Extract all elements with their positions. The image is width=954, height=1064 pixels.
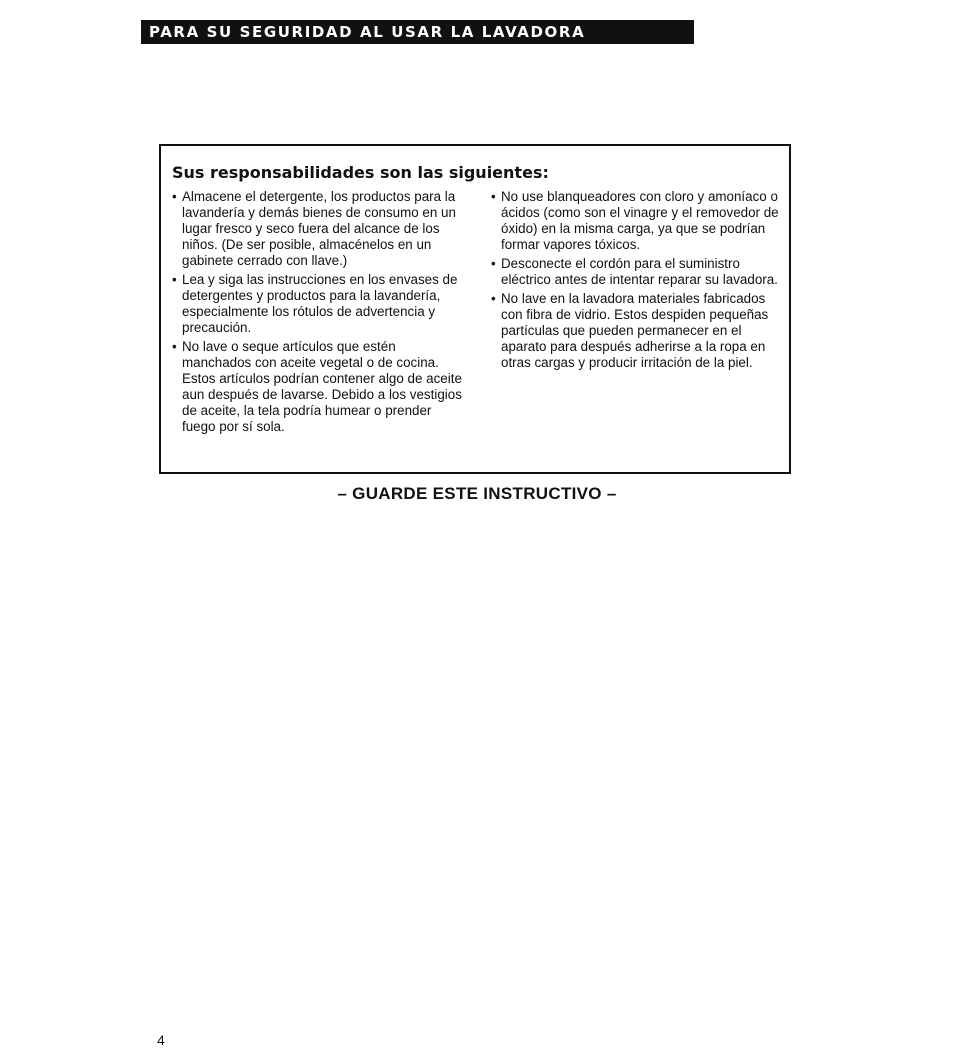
- responsibilities-box: [159, 144, 791, 474]
- page-number: 4: [157, 1032, 165, 1048]
- list-item-text: Almacene el detergente, los productos para la lavandería y demás bienes de consumo en un lugar fresco y seco fuera del alcance de los niños. (De ser posible, almacénelos en un gabinete cerrado con llave.): [182, 189, 456, 268]
- list-item: [172, 189, 462, 269]
- bullet-icon: •: [491, 256, 496, 271]
- list-item: [172, 272, 462, 336]
- right-column-list: [491, 189, 781, 374]
- bullet-icon: •: [172, 339, 177, 354]
- left-column-list: [172, 189, 462, 438]
- box-title: Sus responsabilidades son las siguientes:: [172, 163, 549, 182]
- list-item-text: Lea y siga las instrucciones en los envases de detergentes y productos para la lavandería, especialmente los rótulos de advertencia y precaución.: [182, 272, 458, 335]
- list-item: [172, 339, 462, 435]
- bullet-icon: •: [491, 291, 496, 306]
- list-item-text: No lave o seque artículos que estén manchados con aceite vegetal o de cocina. Estos artículos podrían contener algo de aceite aun después de lavarse. Debido a los vestigios de aceite, la tela podría humear o prender fuego por sí sola.: [182, 339, 462, 434]
- save-instructions-heading: – GUARDE ESTE INSTRUCTIVO –: [337, 484, 617, 503]
- list-item: [491, 189, 781, 253]
- list-item: [491, 291, 781, 371]
- list-item-text: No use blanqueadores con cloro y amoníaco o ácidos (como son el vinagre y el removedor de óxido) en la misma carga, ya que se podrían formar vapores tóxicos.: [501, 189, 779, 252]
- bullet-icon: •: [491, 189, 496, 204]
- bullet-icon: •: [172, 272, 177, 287]
- section-banner: PARA SU SEGURIDAD AL USAR LA LAVADORA: [141, 20, 694, 44]
- list-item: [491, 256, 781, 288]
- list-item-text: No lave en la lavadora materiales fabricados con fibra de vidrio. Estos despiden pequeñas partículas que pueden permanecer en el aparato para después adherirse a la ropa en otras cargas y producir irritación de la piel.: [501, 291, 769, 370]
- bullet-icon: •: [172, 189, 177, 204]
- list-item-text: Desconecte el cordón para el suministro eléctrico antes de intentar reparar su lavadora.: [501, 256, 778, 287]
